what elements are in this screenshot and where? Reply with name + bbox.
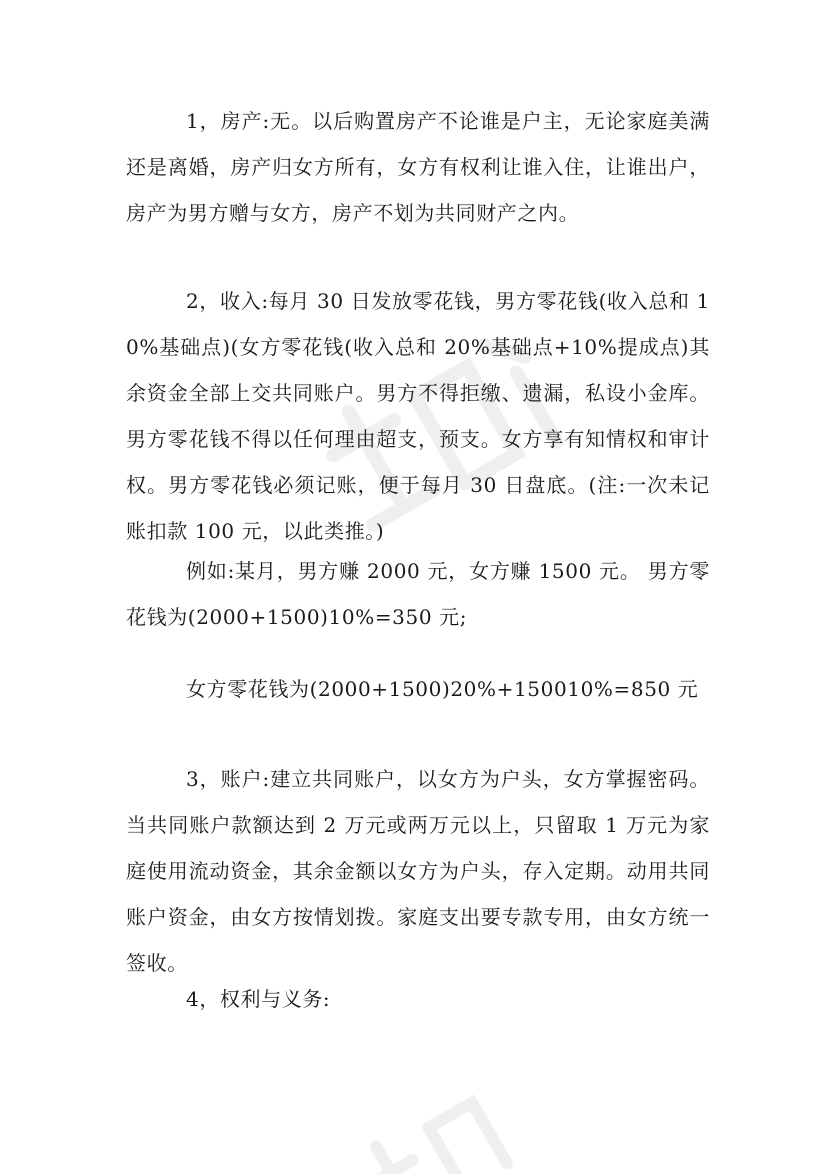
paragraph-example-female: 女方零花钱为(2000+1500)20%+150010%=850 元 [186, 677, 699, 701]
paragraph-property: 1，房产:无。以后购置房产不论谁是户主，无论家庭美满还是离婚，房产归女方所有，女方有权利让谁入住，让谁出户，房产为男方赠与女方，房产不划为共同财产之内。 [126, 109, 710, 225]
watermark-graphic-bottom [330, 1090, 530, 1174]
paragraph-account: 3，账户:建立共同账户，以女方为户头，女方掌握密码。当共同账户款额达到 2 万元或两万元以上，只留取 1 万元为家庭使用流动资金，其余金额以女方为户头，存入定期。动用共同账户资金，由女方按情划拨。家庭支出要专款专用，由女方统一签收。 [126, 767, 710, 975]
paragraph-example-male: 例如:某月，男方赚 2000 元，女方赚 1500 元。 男方零花钱为(2000+1500)10%=350 元; [126, 559, 710, 629]
paragraph-rights-duties: 4，权利与义务: [186, 987, 331, 1011]
paragraph-income: 2，收入:每月 30 日发放零花钱，男方零花钱(收入总和 10%基础点)(女方零花钱(收入总和 20%基础点+10%提成点)其余资金全部上交共同账户。男方不得拒缴、遗漏，私设小金库。男方零花钱不得以任何理由超支，预支。女方享有知情权和审计权。男方零花钱必须记账，便于每月 30 日盘底。(注:一次未记账扣款 100 元，以此类推。) [126, 289, 710, 543]
